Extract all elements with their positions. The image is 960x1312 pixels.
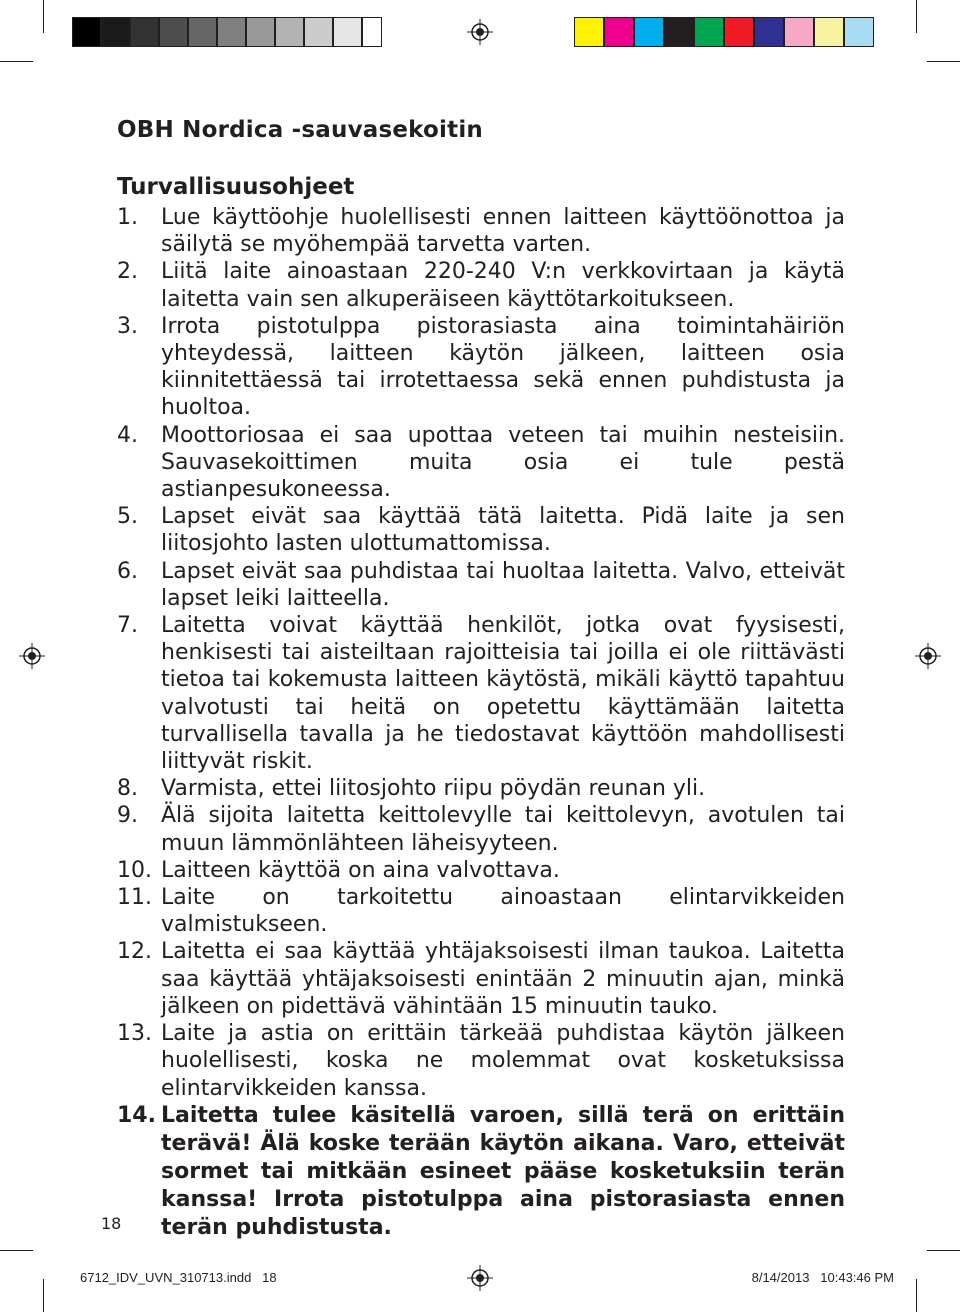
item-number: 12.: [117, 939, 152, 965]
item-text: Älä sijoita laitetta keittolevylle tai keittolevyn, avotulen tai muun lämmönlähteen läheisyyteen.: [161, 803, 845, 856]
list-item-warning: [117, 1102, 845, 1242]
gray-swatch: [304, 17, 333, 47]
list-item: [117, 612, 845, 775]
gray-swatch: [72, 17, 101, 47]
color-swatch: [634, 17, 664, 47]
slug-file: 6712_IDV_UVN_310713.indd 18: [80, 1270, 277, 1285]
list-item: [117, 422, 845, 504]
item-text: Lue käyttöohje huolellisesti ennen laitteen käyttöönottoa ja säilytä se myöhempää tarvetta varten.: [161, 205, 845, 258]
item-number: 3.: [117, 313, 138, 339]
gray-swatch: [130, 17, 159, 47]
crop-mark: [916, 1279, 917, 1312]
document-body: [117, 112, 845, 1242]
item-text: Liitä laite ainoastaan 220-240 V:n verkkovirtaan ja käytä laitetta vain sen alkuperäiseen käyttötarkoitukseen.: [161, 259, 845, 312]
list-item: [117, 558, 845, 612]
item-number: 2.: [117, 259, 138, 285]
item-text: Laitetta tulee käsitellä varoen, sillä terä on erittäin terävä! Älä koske terään käytön aikana. Varo, etteivät sormet tai mitkään esineet pääse kosketuksiin terän kanssa! Irrota pistotulppa aina pistorasiasta ennen terän puhdistusta.: [161, 1102, 845, 1240]
gray-swatch: [217, 17, 246, 47]
list-item: [117, 802, 845, 856]
item-number: 7.: [117, 613, 138, 639]
item-text: Varmista, ettei liitosjohto riipu pöydän reunan yli.: [161, 776, 706, 802]
registration-mark-icon: [467, 19, 493, 45]
crop-mark: [916, 0, 917, 33]
item-number: 13.: [117, 1021, 152, 1047]
color-swatch: [664, 17, 694, 47]
item-text: Lapset eivät saa käyttää tätä laitetta. Pidä laite ja sen liitosjohto lasten ulottumattomissa.: [161, 504, 845, 557]
gray-swatch: [333, 17, 362, 47]
registration-mark-icon: [19, 643, 45, 669]
list-item: [117, 938, 845, 1020]
item-text: Moottoriosaa ei saa upottaa veteen tai muihin nesteisiin. Sauvasekoittimen muita osia ei tule pestä astianpesukoneessa.: [161, 422, 845, 503]
list-item: [117, 775, 845, 802]
color-swatch: [694, 17, 724, 47]
safety-list: [117, 204, 845, 1242]
list-item: [117, 884, 845, 938]
item-text: Laite ja astia on erittäin tärkeää puhdistaa käytön jälkeen huolellisesti, koska ne molemmat ovat kosketuksissa elintarvikkeiden kanssa.: [161, 1021, 845, 1101]
gray-swatch: [159, 17, 188, 47]
list-item: [117, 503, 845, 557]
item-number: 1.: [117, 205, 138, 230]
list-item: [117, 313, 845, 422]
item-number: 4.: [117, 422, 138, 448]
section-heading: Turvallisuusohjeet: [117, 174, 355, 200]
item-number: 8.: [117, 776, 138, 802]
item-number: 11.: [117, 885, 152, 911]
item-number: 5.: [117, 504, 138, 530]
gray-swatch: [246, 17, 275, 47]
crop-mark: [927, 1250, 960, 1251]
gray-swatch: [101, 17, 130, 47]
color-swatch: [844, 17, 874, 47]
gray-swatch: [275, 17, 304, 47]
slug-timestamp: 8/14/2013 10:43:46 PM: [751, 1270, 894, 1285]
item-text: Laite on tarkoitettu ainoastaan elintarvikkeiden valmistukseen.: [161, 885, 845, 938]
gray-swatch: [362, 17, 382, 47]
color-swatch: [724, 17, 754, 47]
item-text: Irrota pistotulppa pistorasiasta aina toimintahäiriön yhteydessä, laitteen käytön jälkeen, laitteen osia kiinnitettäessä tai irrotettaessa sekä ennen puhdistusta ja huoltoa.: [161, 313, 845, 421]
crop-mark: [43, 1279, 44, 1312]
document-title: OBH Nordica -sauvasekoitin: [117, 117, 483, 143]
list-item: [117, 857, 845, 884]
item-number: 14.: [117, 1102, 156, 1128]
crop-mark: [0, 61, 33, 62]
crop-mark: [43, 0, 44, 33]
item-text: Laitetta ei saa käyttää yhtäjaksoisesti ilman taukoa. Laitetta saa käyttää yhtäjaksoisesti enintään 2 minuutin ajan, minkä jälkeen on pidettävä vähintään 15 minuutin tauko.: [161, 939, 845, 1019]
list-item: [117, 1020, 845, 1102]
item-text: Laitetta voivat käyttää henkilöt, jotka ovat fyysisesti, henkisesti tai aisteiltaan rajoitteisia tai joilla ei ole riittävästi tietoa tai kokemusta laitteen käytöstä, mikäli käyttö tapahtuu valvotusti tai heitä on opetettu käyttämään laitetta turvallisella tavalla ja he tiedostavat käyttöön mahdollisesti liittyvät riskit.: [161, 613, 845, 775]
color-swatch: [754, 17, 784, 47]
registration-mark-icon: [915, 643, 941, 669]
color-swatch: [784, 17, 814, 47]
color-swatch: [604, 17, 634, 47]
registration-mark-icon: [467, 1265, 493, 1291]
crop-mark: [927, 61, 960, 62]
color-swatch: [574, 17, 604, 47]
crop-mark: [0, 1250, 33, 1251]
item-text: Lapset eivät saa puhdistaa tai huoltaa laitetta. Valvo, etteivät lapset leiki laitteella.: [161, 558, 845, 611]
item-number: 9.: [117, 803, 138, 829]
gray-swatch: [188, 17, 217, 47]
item-number: 10.: [117, 857, 152, 883]
list-item: [117, 204, 845, 258]
item-number: 6.: [117, 558, 138, 584]
item-text: Laitteen käyttöä on aina valvottava.: [161, 857, 560, 883]
color-swatch: [814, 17, 844, 47]
page-number: 18: [101, 1214, 122, 1233]
list-item: [117, 258, 845, 312]
